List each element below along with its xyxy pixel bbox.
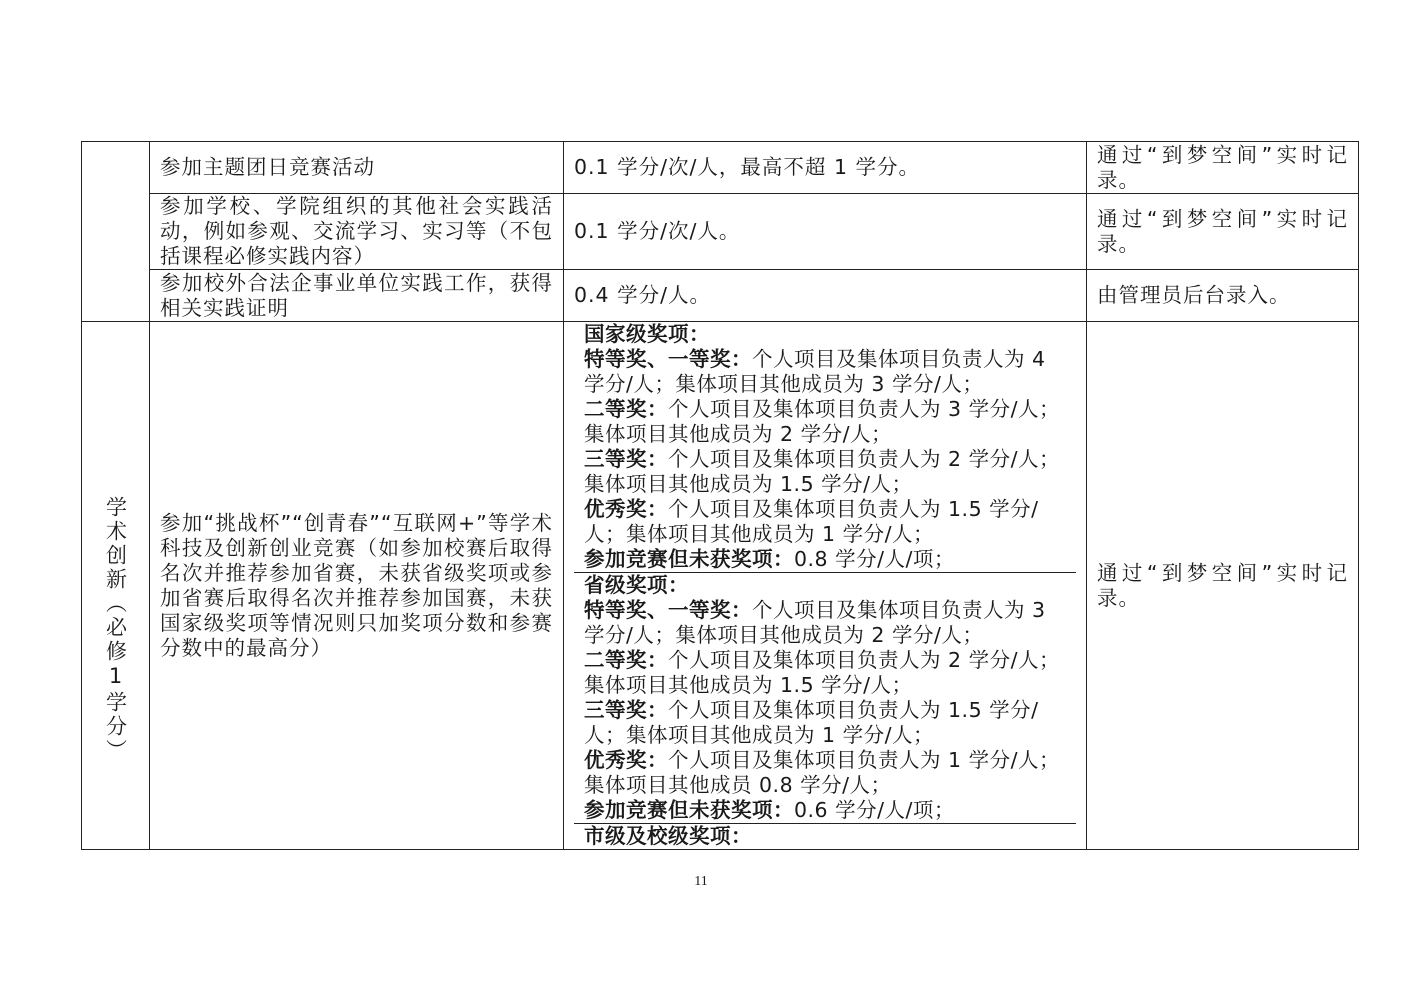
table-row-academic [82,322,1359,850]
provincial-awards-section: 省级奖项： 特等奖、一等奖：个人项目及集体项目负责人为 3 学分/人；集体项目其他成员为 2 学分/人； 二等奖：个人项目及集体项目负责人为 2 学分/人； 集体项目其他成员为 1.5 学分/人； 三等奖：个人项目及集体项目负责人为 1.5 学分/ 人；集体项目其他成员为 1 学分/人； 优秀奖：个人项目及集体项目负责人为 1 学分/人； 集体项目其他成员 0.8 学分/人； 参加竞赛但未获奖项：0.6 学分/人/项； [574,573,1076,824]
table-row [82,142,1359,194]
item-cell: 参加主题团日竞赛活动 [150,142,564,194]
score-cell-split [564,322,1087,850]
score-cell: 0.4 学分/人。 [564,270,1087,322]
national-awards-section: 国家级奖项： 特等奖、一等奖：个人项目及集体项目负责人为 4 学分/人；集体项目其他成员为 3 学分/人； 二等奖：个人项目及集体项目负责人为 3 学分/人； 集体项目其他成员为 2 学分/人； 三等奖：个人项目及集体项目负责人为 2 学分/人； 集体项目其他成员为 1.5 学分/人； 优秀奖：个人项目及集体项目负责人为 1.5 学分/ 人；集体项目其他成员为 1 学分/人； 参加竞赛但未获奖项：0.8 学分/人/项； [574,322,1076,573]
national-title: 国家级奖项： [584,322,710,346]
credit-table [81,141,1359,850]
category-label: 学术创新（必修1学分） [103,495,128,763]
record-cell: 通过“到梦空间”实时记录。 [1087,142,1359,194]
score-cell: 0.1 学分/次/人，最高不超 1 学分。 [564,142,1087,194]
table-row [82,194,1359,270]
page-number: 11 [694,874,708,889]
category-cell [82,322,150,850]
item-cell: 参加学校、学院组织的其他社会实践活动，例如参观、交流学习、实习等（不包括课程必修实践内容） [150,194,564,270]
record-cell: 由管理员后台录入。 [1087,270,1359,322]
provincial-title: 省级奖项： [584,573,689,597]
record-cell: 通过“到梦空间”实时记录。 [1087,194,1359,270]
city-awards-section [574,824,1076,849]
item-cell: 参加“挑战杯”“创青春”“互联网+”等学术科技及创新创业竞赛（如参加校赛后取得名次并推荐参加省赛，未获省级奖项或参加省赛后取得名次并推荐参加国赛，未获国家级奖项等情况则只加奖项分数和参赛分数中的最高分） [150,322,564,850]
item-cell: 参加校外合法企事业单位实践工作，获得相关实践证明 [150,270,564,322]
record-cell: 通过“到梦空间”实时记录。 [1087,322,1359,850]
city-title: 市级及校级奖项： [584,824,752,848]
score-cell: 0.1 学分/次/人。 [564,194,1087,270]
category-cell-empty [82,142,150,322]
table-row [82,270,1359,322]
